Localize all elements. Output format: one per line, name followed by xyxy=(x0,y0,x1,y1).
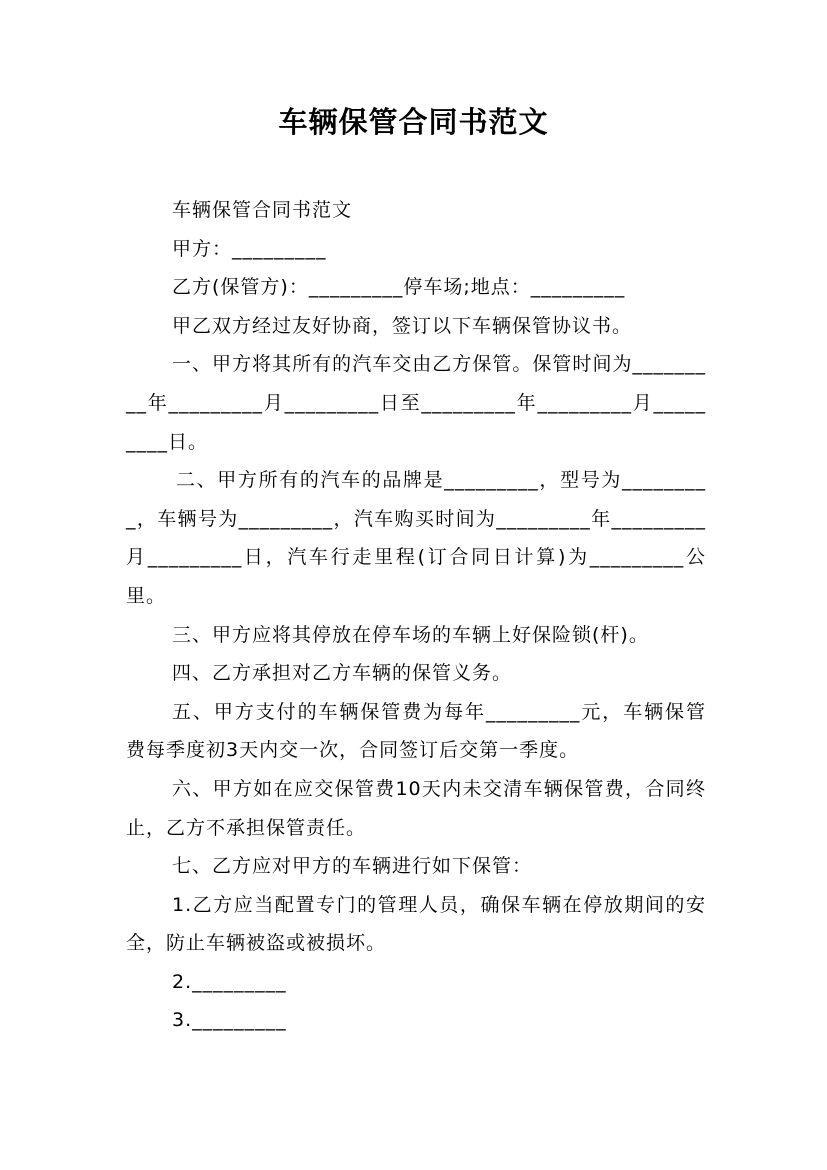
paragraph-party-a: 甲方：_________ xyxy=(172,237,327,260)
document-body xyxy=(126,191,706,1040)
paragraph-clause-5: 五、甲方支付的车辆保管费为每年_________元，车辆保管费每季度初3天内交一次，合同签订后交第一季度。 xyxy=(126,700,706,762)
paragraph-clause-2: 二、甲方所有的汽车的品牌是_________，型号为_________，车辆号为_________，汽车购买时间为_________年_________月_________日，汽车行走里程(订合同日计算)为_________公里。 xyxy=(126,469,706,607)
paragraph-clause-7-item-2: 2._________ xyxy=(172,970,287,993)
paragraph-clause-3: 三、甲方应将其停放在停车场的车辆上好保险锁(杆)。 xyxy=(172,623,649,646)
paragraph-clause-7-item-3: 3._________ xyxy=(172,1009,287,1032)
paragraph-clause-4: 四、乙方承担对乙方车辆的保管义务。 xyxy=(172,662,513,685)
paragraph-clause-1: 一、甲方将其所有的汽车交由乙方保管。保管时间为_________年_________月_________日至_________年_________月_________日。 xyxy=(126,353,706,453)
paragraph-party-b: 乙方(保管方)：_________停车场;地点：_________ xyxy=(172,276,626,299)
paragraph-clause-7-item-1: 1.乙方应当配置专门的管理人员，确保车辆在停放期间的安全，防止车辆被盗或被损坏。 xyxy=(126,893,706,955)
document-title: 车辆保管合同书范文 xyxy=(278,105,549,139)
paragraph-clause-7: 七、乙方应对甲方的车辆进行如下保管： xyxy=(172,855,533,878)
paragraph-clause-6: 六、甲方如在应交保管费10天内未交清车辆保管费，合同终止，乙方不承担保管责任。 xyxy=(126,777,706,839)
paragraph-agreement-intro: 甲乙双方经过友好协商，签订以下车辆保管协议书。 xyxy=(172,314,633,337)
paragraph-heading-repeat: 车辆保管合同书范文 xyxy=(172,199,353,221)
